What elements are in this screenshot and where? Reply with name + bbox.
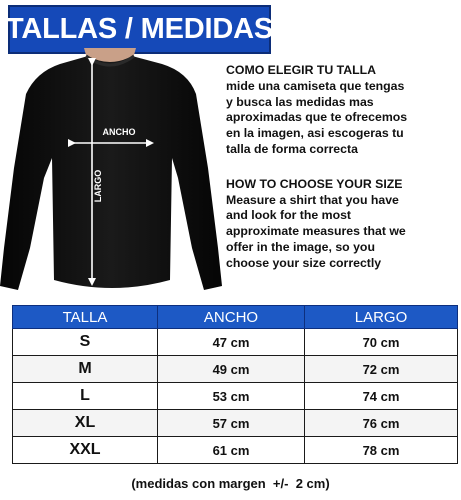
width-cell: 53 cm	[158, 383, 305, 410]
table-row	[13, 410, 458, 437]
width-cell: 57 cm	[158, 410, 305, 437]
es-line: y busca las medidas mas	[226, 94, 374, 109]
margin-note: (medidas con margen +/- 2 cm)	[131, 476, 330, 491]
shirt-illustration	[0, 48, 232, 300]
es-line: en la imagen, asi escogeras tu	[226, 126, 404, 141]
header-size: TALLA	[13, 306, 158, 329]
width-cell: 61 cm	[158, 437, 305, 464]
size-cell: L	[13, 383, 158, 410]
es-line: aproximadas que te ofrecemos	[226, 110, 408, 125]
en-line: and look for the most	[226, 208, 352, 223]
size-cell: XL	[13, 410, 158, 437]
size-cell: S	[13, 329, 158, 356]
en-line: Measure a shirt that you have	[226, 192, 399, 207]
shirt-diagram	[0, 48, 232, 300]
en-line: approximate measures that we	[226, 224, 406, 239]
shirt-body	[0, 56, 222, 290]
table-row	[13, 356, 458, 383]
length-cell: 74 cm	[305, 383, 458, 410]
width-label: ANCHO	[102, 127, 136, 137]
size-cell: M	[13, 356, 158, 383]
table-row	[13, 383, 458, 410]
size-cell: XXL	[13, 437, 158, 464]
header-length: LARGO	[305, 306, 458, 329]
en-line: choose your size correctly	[226, 255, 382, 270]
en-heading: HOW TO CHOOSE YOUR SIZE	[226, 176, 403, 191]
length-cell: 78 cm	[305, 437, 458, 464]
es-line: talla de forma correcta	[226, 141, 358, 156]
length-cell: 72 cm	[305, 356, 458, 383]
es-line: mide una camiseta que tengas	[226, 78, 405, 93]
es-heading: COMO ELEGIR TU TALLA	[226, 63, 377, 77]
table-header-row	[13, 306, 458, 329]
length-cell: 76 cm	[305, 410, 458, 437]
page-title: TALLAS / MEDIDAS	[6, 13, 273, 45]
length-cell: 70 cm	[305, 329, 458, 356]
instructions-panel	[226, 63, 460, 272]
width-cell: 49 cm	[158, 356, 305, 383]
length-label: LARGO	[93, 169, 103, 203]
title-banner	[8, 5, 271, 54]
header-width: ANCHO	[158, 306, 305, 329]
en-line: offer in the image, so you	[226, 239, 375, 254]
table-row	[13, 437, 458, 464]
table-row	[13, 329, 458, 356]
width-cell: 47 cm	[158, 329, 305, 356]
size-table	[12, 305, 458, 464]
